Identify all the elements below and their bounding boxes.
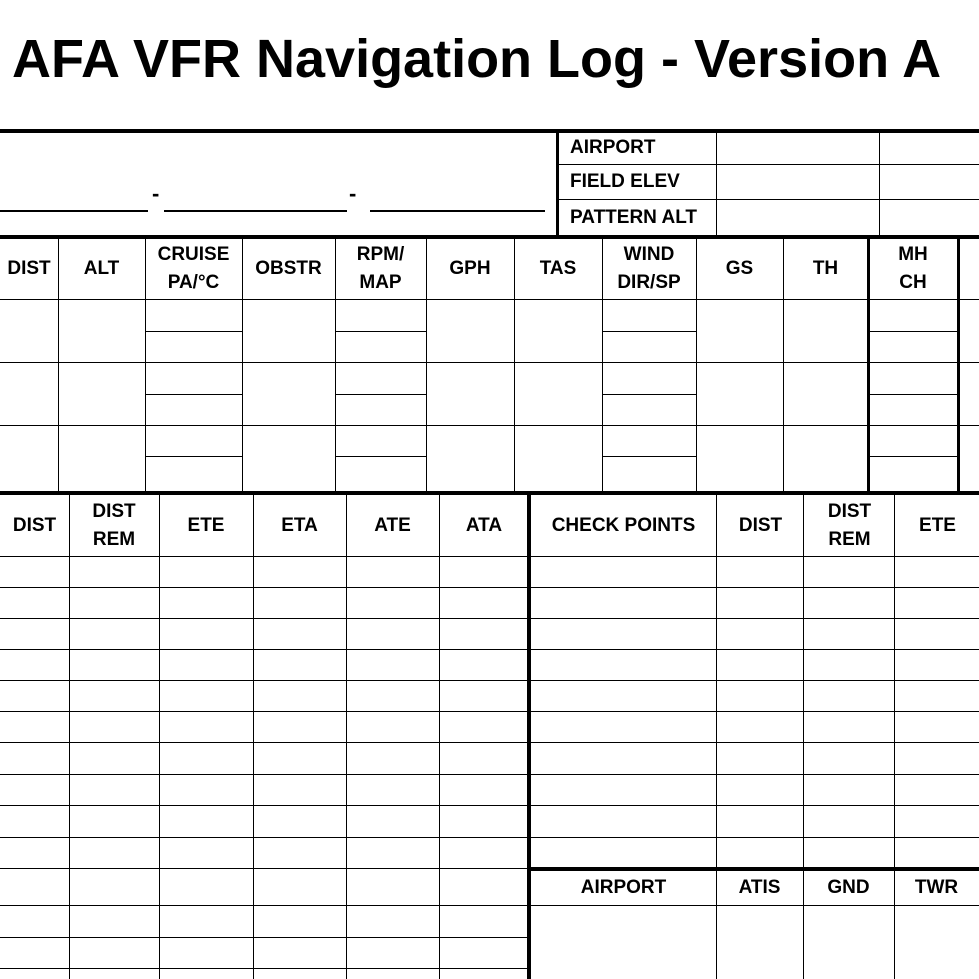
planning-cell-tas[interactable] bbox=[514, 362, 602, 425]
log-cell-ata[interactable] bbox=[439, 649, 529, 680]
checkpoint-cell-dist[interactable] bbox=[718, 587, 803, 618]
log-cell-eta[interactable] bbox=[253, 649, 346, 680]
checkpoint-cell-check_points[interactable] bbox=[531, 742, 716, 774]
planning-cell-rpm[interactable] bbox=[335, 425, 426, 456]
log-cell-ata[interactable] bbox=[439, 837, 529, 868]
log-cell-dist_rem[interactable] bbox=[69, 711, 159, 742]
checkpoint-cell-ete[interactable] bbox=[896, 587, 979, 618]
log-cell-dist_rem[interactable] bbox=[69, 649, 159, 680]
planning-cell-mh[interactable] bbox=[868, 362, 958, 394]
checkpoint-cell-dist[interactable] bbox=[718, 837, 803, 868]
planning-cell-wind[interactable] bbox=[602, 362, 696, 394]
log-header-ata: ATA bbox=[465, 514, 503, 536]
frequency-header-atis: ATIS bbox=[738, 877, 781, 898]
planning-cell-wind[interactable] bbox=[602, 425, 696, 456]
log-column-line bbox=[803, 493, 804, 868]
log-cell-ata[interactable] bbox=[439, 774, 529, 805]
log-cell-ate[interactable] bbox=[346, 774, 439, 805]
checkpoint-cell-check_points[interactable] bbox=[531, 587, 716, 618]
planning-cell-cruise[interactable] bbox=[145, 331, 242, 362]
frequency-cell-gnd[interactable] bbox=[803, 906, 894, 979]
checkpoint-cell-dist_rem[interactable] bbox=[805, 805, 894, 837]
log-cell-ete[interactable] bbox=[159, 774, 253, 805]
planning-cell-cruise[interactable] bbox=[145, 299, 242, 331]
planning-cell-th[interactable] bbox=[783, 299, 868, 362]
log-cell-ata[interactable] bbox=[439, 868, 529, 905]
log-cell-ete[interactable] bbox=[159, 805, 253, 837]
planning-header-alt: ALT bbox=[83, 257, 120, 279]
log-cell-dist[interactable] bbox=[0, 649, 69, 680]
log-cell-ate[interactable] bbox=[346, 587, 439, 618]
planning-cell-tas[interactable] bbox=[514, 425, 602, 493]
log-cell-ate[interactable] bbox=[346, 805, 439, 837]
checkpoint-cell-dist_rem[interactable] bbox=[805, 711, 894, 742]
checkpoint-cell-check_points[interactable] bbox=[531, 556, 716, 587]
log-cell-ate[interactable] bbox=[346, 680, 439, 711]
log-cell-ete[interactable] bbox=[159, 618, 253, 649]
checkpoint-cell-dist[interactable] bbox=[718, 711, 803, 742]
log-cell-ata[interactable] bbox=[439, 968, 529, 979]
log-cell-dist[interactable] bbox=[0, 618, 69, 649]
checkpoint-cell-check_points[interactable] bbox=[531, 649, 716, 680]
log-cell-ate[interactable] bbox=[346, 649, 439, 680]
log-cell-ete[interactable] bbox=[159, 711, 253, 742]
checkpoint-cell-ete[interactable] bbox=[896, 649, 979, 680]
planning-header-mh: MH CH bbox=[898, 243, 928, 293]
log-header-check_points: CHECK POINTS bbox=[551, 514, 696, 536]
log-cell-ate[interactable] bbox=[346, 556, 439, 587]
checkpoint-cell-dist_rem[interactable] bbox=[805, 556, 894, 587]
log-cell-ete[interactable] bbox=[159, 587, 253, 618]
log-header-ete: ETE bbox=[919, 514, 956, 536]
planning-header-tas: TAS bbox=[539, 257, 577, 279]
planning-cell-cruise[interactable] bbox=[145, 425, 242, 456]
planning-cell-mh[interactable] bbox=[868, 425, 958, 456]
log-cell-ata[interactable] bbox=[439, 587, 529, 618]
log-cell-ate[interactable] bbox=[346, 905, 439, 937]
planning-cell-th[interactable] bbox=[783, 425, 868, 493]
log-cell-ate[interactable] bbox=[346, 937, 439, 968]
log-cell-ete[interactable] bbox=[159, 968, 253, 979]
log-cell-dist[interactable] bbox=[0, 837, 69, 868]
log-cell-dist[interactable] bbox=[0, 556, 69, 587]
log-cell-ete[interactable] bbox=[159, 937, 253, 968]
checkpoint-cell-dist[interactable] bbox=[718, 618, 803, 649]
planning-cell-gph[interactable] bbox=[426, 299, 514, 362]
checkpoint-cell-ete[interactable] bbox=[896, 556, 979, 587]
checkpoint-cell-dist[interactable] bbox=[718, 556, 803, 587]
planning-cell-obstr[interactable] bbox=[242, 362, 335, 425]
planning-cell-rpm[interactable] bbox=[335, 299, 426, 331]
planning-cell-dist[interactable] bbox=[0, 299, 58, 362]
log-cell-eta[interactable] bbox=[253, 805, 346, 837]
log-cell-ate[interactable] bbox=[346, 711, 439, 742]
planning-header-obstr: OBSTR bbox=[255, 257, 322, 279]
log-cell-dist_rem[interactable] bbox=[69, 805, 159, 837]
log-cell-eta[interactable] bbox=[253, 937, 346, 968]
planning-cell-gph[interactable] bbox=[426, 425, 514, 493]
planning-cell-dist[interactable] bbox=[0, 425, 58, 493]
log-cell-dist_rem[interactable] bbox=[69, 587, 159, 618]
field-elev-value-cell[interactable] bbox=[717, 165, 879, 199]
planning-cell-gs[interactable] bbox=[696, 299, 783, 362]
checkpoint-cell-check_points[interactable] bbox=[531, 711, 716, 742]
planning-cell-wind[interactable] bbox=[602, 394, 696, 425]
log-cell-ate[interactable] bbox=[346, 868, 439, 905]
planning-cell-alt[interactable] bbox=[58, 299, 145, 362]
log-cell-eta[interactable] bbox=[253, 587, 346, 618]
log-cell-eta[interactable] bbox=[253, 837, 346, 868]
log-cell-eta[interactable] bbox=[253, 905, 346, 937]
planning-cell-alt[interactable] bbox=[58, 425, 145, 493]
log-cell-ata[interactable] bbox=[439, 805, 529, 837]
checkpoint-cell-check_points[interactable] bbox=[531, 837, 716, 868]
planning-header-gph: GPH bbox=[449, 257, 491, 279]
log-cell-ata[interactable] bbox=[439, 905, 529, 937]
log-header-dist_rem: DIST REM bbox=[92, 500, 136, 550]
planning-cell-rpm[interactable] bbox=[335, 362, 426, 394]
checkpoint-cell-ete[interactable] bbox=[896, 774, 979, 805]
field-elev-label: FIELD ELEV bbox=[570, 171, 680, 192]
checkpoint-cell-check_points[interactable] bbox=[531, 774, 716, 805]
route-blank-1[interactable] bbox=[0, 210, 148, 212]
planning-cell-obstr[interactable] bbox=[242, 425, 335, 493]
planning-cell-dist[interactable] bbox=[0, 362, 58, 425]
page-title: AFA VFR Navigation Log - Version A bbox=[12, 29, 942, 89]
log-cell-dist[interactable] bbox=[0, 868, 69, 905]
checkpoint-cell-dist_rem[interactable] bbox=[805, 618, 894, 649]
checkpoint-cell-check_points[interactable] bbox=[531, 680, 716, 711]
checkpoint-cell-ete[interactable] bbox=[896, 742, 979, 774]
frequency-header-twr: TWR bbox=[914, 877, 959, 898]
log-cell-eta[interactable] bbox=[253, 968, 346, 979]
log-cell-dist_rem[interactable] bbox=[69, 868, 159, 905]
planning-header-gs: GS bbox=[725, 257, 754, 279]
planning-cell-mh[interactable] bbox=[868, 299, 958, 331]
checkpoint-cell-ete[interactable] bbox=[896, 837, 979, 868]
planning-cell-cruise[interactable] bbox=[145, 456, 242, 493]
frequency-cell-airport[interactable] bbox=[531, 906, 716, 979]
planning-header-th: TH bbox=[812, 257, 839, 279]
checkpoint-cell-dist_rem[interactable] bbox=[805, 680, 894, 711]
log-cell-ete[interactable] bbox=[159, 556, 253, 587]
log-cell-ete[interactable] bbox=[159, 649, 253, 680]
checkpoint-cell-dist_rem[interactable] bbox=[805, 587, 894, 618]
planning-header-dist: DIST bbox=[7, 257, 51, 279]
checkpoint-cell-dist[interactable] bbox=[718, 774, 803, 805]
log-cell-ata[interactable] bbox=[439, 742, 529, 774]
checkpoint-cell-ete[interactable] bbox=[896, 680, 979, 711]
log-cell-eta[interactable] bbox=[253, 742, 346, 774]
log-cell-ate[interactable] bbox=[346, 742, 439, 774]
log-cell-ate[interactable] bbox=[346, 968, 439, 979]
log-header-ate: ATE bbox=[374, 514, 411, 536]
frequency-header-airport: AIRPORT bbox=[580, 877, 667, 898]
log-column-line bbox=[716, 493, 717, 868]
checkpoint-cell-ete[interactable] bbox=[896, 805, 979, 837]
airport-value-cell[interactable] bbox=[717, 132, 879, 164]
checkpoint-cell-dist[interactable] bbox=[718, 649, 803, 680]
log-cell-dist_rem[interactable] bbox=[69, 968, 159, 979]
log-cell-eta[interactable] bbox=[253, 711, 346, 742]
log-cell-eta[interactable] bbox=[253, 774, 346, 805]
checkpoint-cell-ete[interactable] bbox=[896, 711, 979, 742]
planning-cell-wind[interactable] bbox=[602, 299, 696, 331]
log-header-dist: DIST bbox=[738, 514, 783, 536]
planning-cell-gph[interactable] bbox=[426, 362, 514, 425]
log-cell-eta[interactable] bbox=[253, 556, 346, 587]
planning-cell-mh[interactable] bbox=[868, 394, 958, 425]
log-cell-dist_rem[interactable] bbox=[69, 774, 159, 805]
frequency-cell-atis[interactable] bbox=[716, 906, 803, 979]
log-cell-dist[interactable] bbox=[0, 680, 69, 711]
log-header-ete: ETE bbox=[187, 514, 225, 536]
frequency-header-gnd: GND bbox=[827, 877, 870, 898]
planning-cell-gs[interactable] bbox=[696, 362, 783, 425]
checkpoint-cell-dist_rem[interactable] bbox=[805, 742, 894, 774]
log-cell-dist[interactable] bbox=[0, 587, 69, 618]
log-cell-dist_rem[interactable] bbox=[69, 742, 159, 774]
log-cell-ata[interactable] bbox=[439, 556, 529, 587]
log-cell-ata[interactable] bbox=[439, 711, 529, 742]
planning-header-rpm: RPM/ MAP bbox=[356, 243, 405, 293]
planning-cell-cruise[interactable] bbox=[145, 394, 242, 425]
log-cell-ete[interactable] bbox=[159, 837, 253, 868]
log-cell-ate[interactable] bbox=[346, 837, 439, 868]
route-separator-1: - bbox=[152, 181, 160, 206]
log-cell-dist_rem[interactable] bbox=[69, 837, 159, 868]
checkpoint-cell-check_points[interactable] bbox=[531, 618, 716, 649]
route-separator-2: - bbox=[349, 181, 357, 206]
log-cell-dist_rem[interactable] bbox=[69, 680, 159, 711]
planning-cell-tas[interactable] bbox=[514, 299, 602, 362]
planning-header-wind: WIND DIR/SP bbox=[617, 243, 681, 293]
log-cell-dist[interactable] bbox=[0, 711, 69, 742]
log-cell-eta[interactable] bbox=[253, 680, 346, 711]
log-cell-ete[interactable] bbox=[159, 905, 253, 937]
planning-cell-alt[interactable] bbox=[58, 362, 145, 425]
planning-cell-cruise[interactable] bbox=[145, 362, 242, 394]
log-cell-dist_rem[interactable] bbox=[69, 556, 159, 587]
planning-cell-wind[interactable] bbox=[602, 331, 696, 362]
planning-cell-rpm[interactable] bbox=[335, 394, 426, 425]
log-cell-dist_rem[interactable] bbox=[69, 905, 159, 937]
log-cell-ata[interactable] bbox=[439, 618, 529, 649]
planning-cell-rpm[interactable] bbox=[335, 456, 426, 493]
checkpoint-cell-dist[interactable] bbox=[718, 680, 803, 711]
log-cell-dist[interactable] bbox=[0, 937, 69, 968]
planning-cell-mh[interactable] bbox=[868, 456, 958, 493]
airport-label: AIRPORT bbox=[570, 137, 656, 158]
checkpoint-cell-dist_rem[interactable] bbox=[805, 774, 894, 805]
planning-cell-gs[interactable] bbox=[696, 425, 783, 493]
log-cell-ate[interactable] bbox=[346, 618, 439, 649]
planning-cell-th[interactable] bbox=[783, 362, 868, 425]
planning-cell-obstr[interactable] bbox=[242, 299, 335, 362]
log-header-eta: ETA bbox=[281, 514, 318, 536]
log-cell-eta[interactable] bbox=[253, 618, 346, 649]
log-cell-ata[interactable] bbox=[439, 937, 529, 968]
planning-header-cruise: CRUISE PA/°C bbox=[157, 243, 230, 293]
log-cell-ata[interactable] bbox=[439, 680, 529, 711]
log-cell-dist[interactable] bbox=[0, 968, 69, 979]
route-blank-3[interactable] bbox=[370, 210, 545, 212]
log-column-line bbox=[894, 493, 895, 868]
planning-cell-rpm[interactable] bbox=[335, 331, 426, 362]
planning-cell-mh[interactable] bbox=[868, 331, 958, 362]
checkpoint-cell-dist[interactable] bbox=[718, 742, 803, 774]
log-cell-dist[interactable] bbox=[0, 905, 69, 937]
log-cell-dist[interactable] bbox=[0, 774, 69, 805]
checkpoint-cell-dist_rem[interactable] bbox=[805, 837, 894, 868]
planning-cell-wind[interactable] bbox=[602, 456, 696, 493]
log-cell-dist_rem[interactable] bbox=[69, 937, 159, 968]
route-blank-2[interactable] bbox=[164, 210, 347, 212]
checkpoint-cell-check_points[interactable] bbox=[531, 805, 716, 837]
log-cell-dist_rem[interactable] bbox=[69, 618, 159, 649]
checkpoint-cell-dist_rem[interactable] bbox=[805, 649, 894, 680]
frequency-cell-twr[interactable] bbox=[894, 906, 979, 979]
log-cell-eta[interactable] bbox=[253, 868, 346, 905]
log-header-dist: DIST bbox=[12, 514, 57, 536]
log-cell-ete[interactable] bbox=[159, 742, 253, 774]
log-header-dist_rem: DIST REM bbox=[827, 500, 872, 550]
log-cell-dist[interactable] bbox=[0, 805, 69, 837]
pattern-alt-value-cell[interactable] bbox=[717, 200, 879, 236]
checkpoint-cell-dist[interactable] bbox=[718, 805, 803, 837]
pattern-alt-label: PATTERN ALT bbox=[570, 207, 697, 228]
log-cell-ete[interactable] bbox=[159, 868, 253, 905]
log-cell-dist[interactable] bbox=[0, 742, 69, 774]
log-cell-ete[interactable] bbox=[159, 680, 253, 711]
checkpoint-cell-ete[interactable] bbox=[896, 618, 979, 649]
